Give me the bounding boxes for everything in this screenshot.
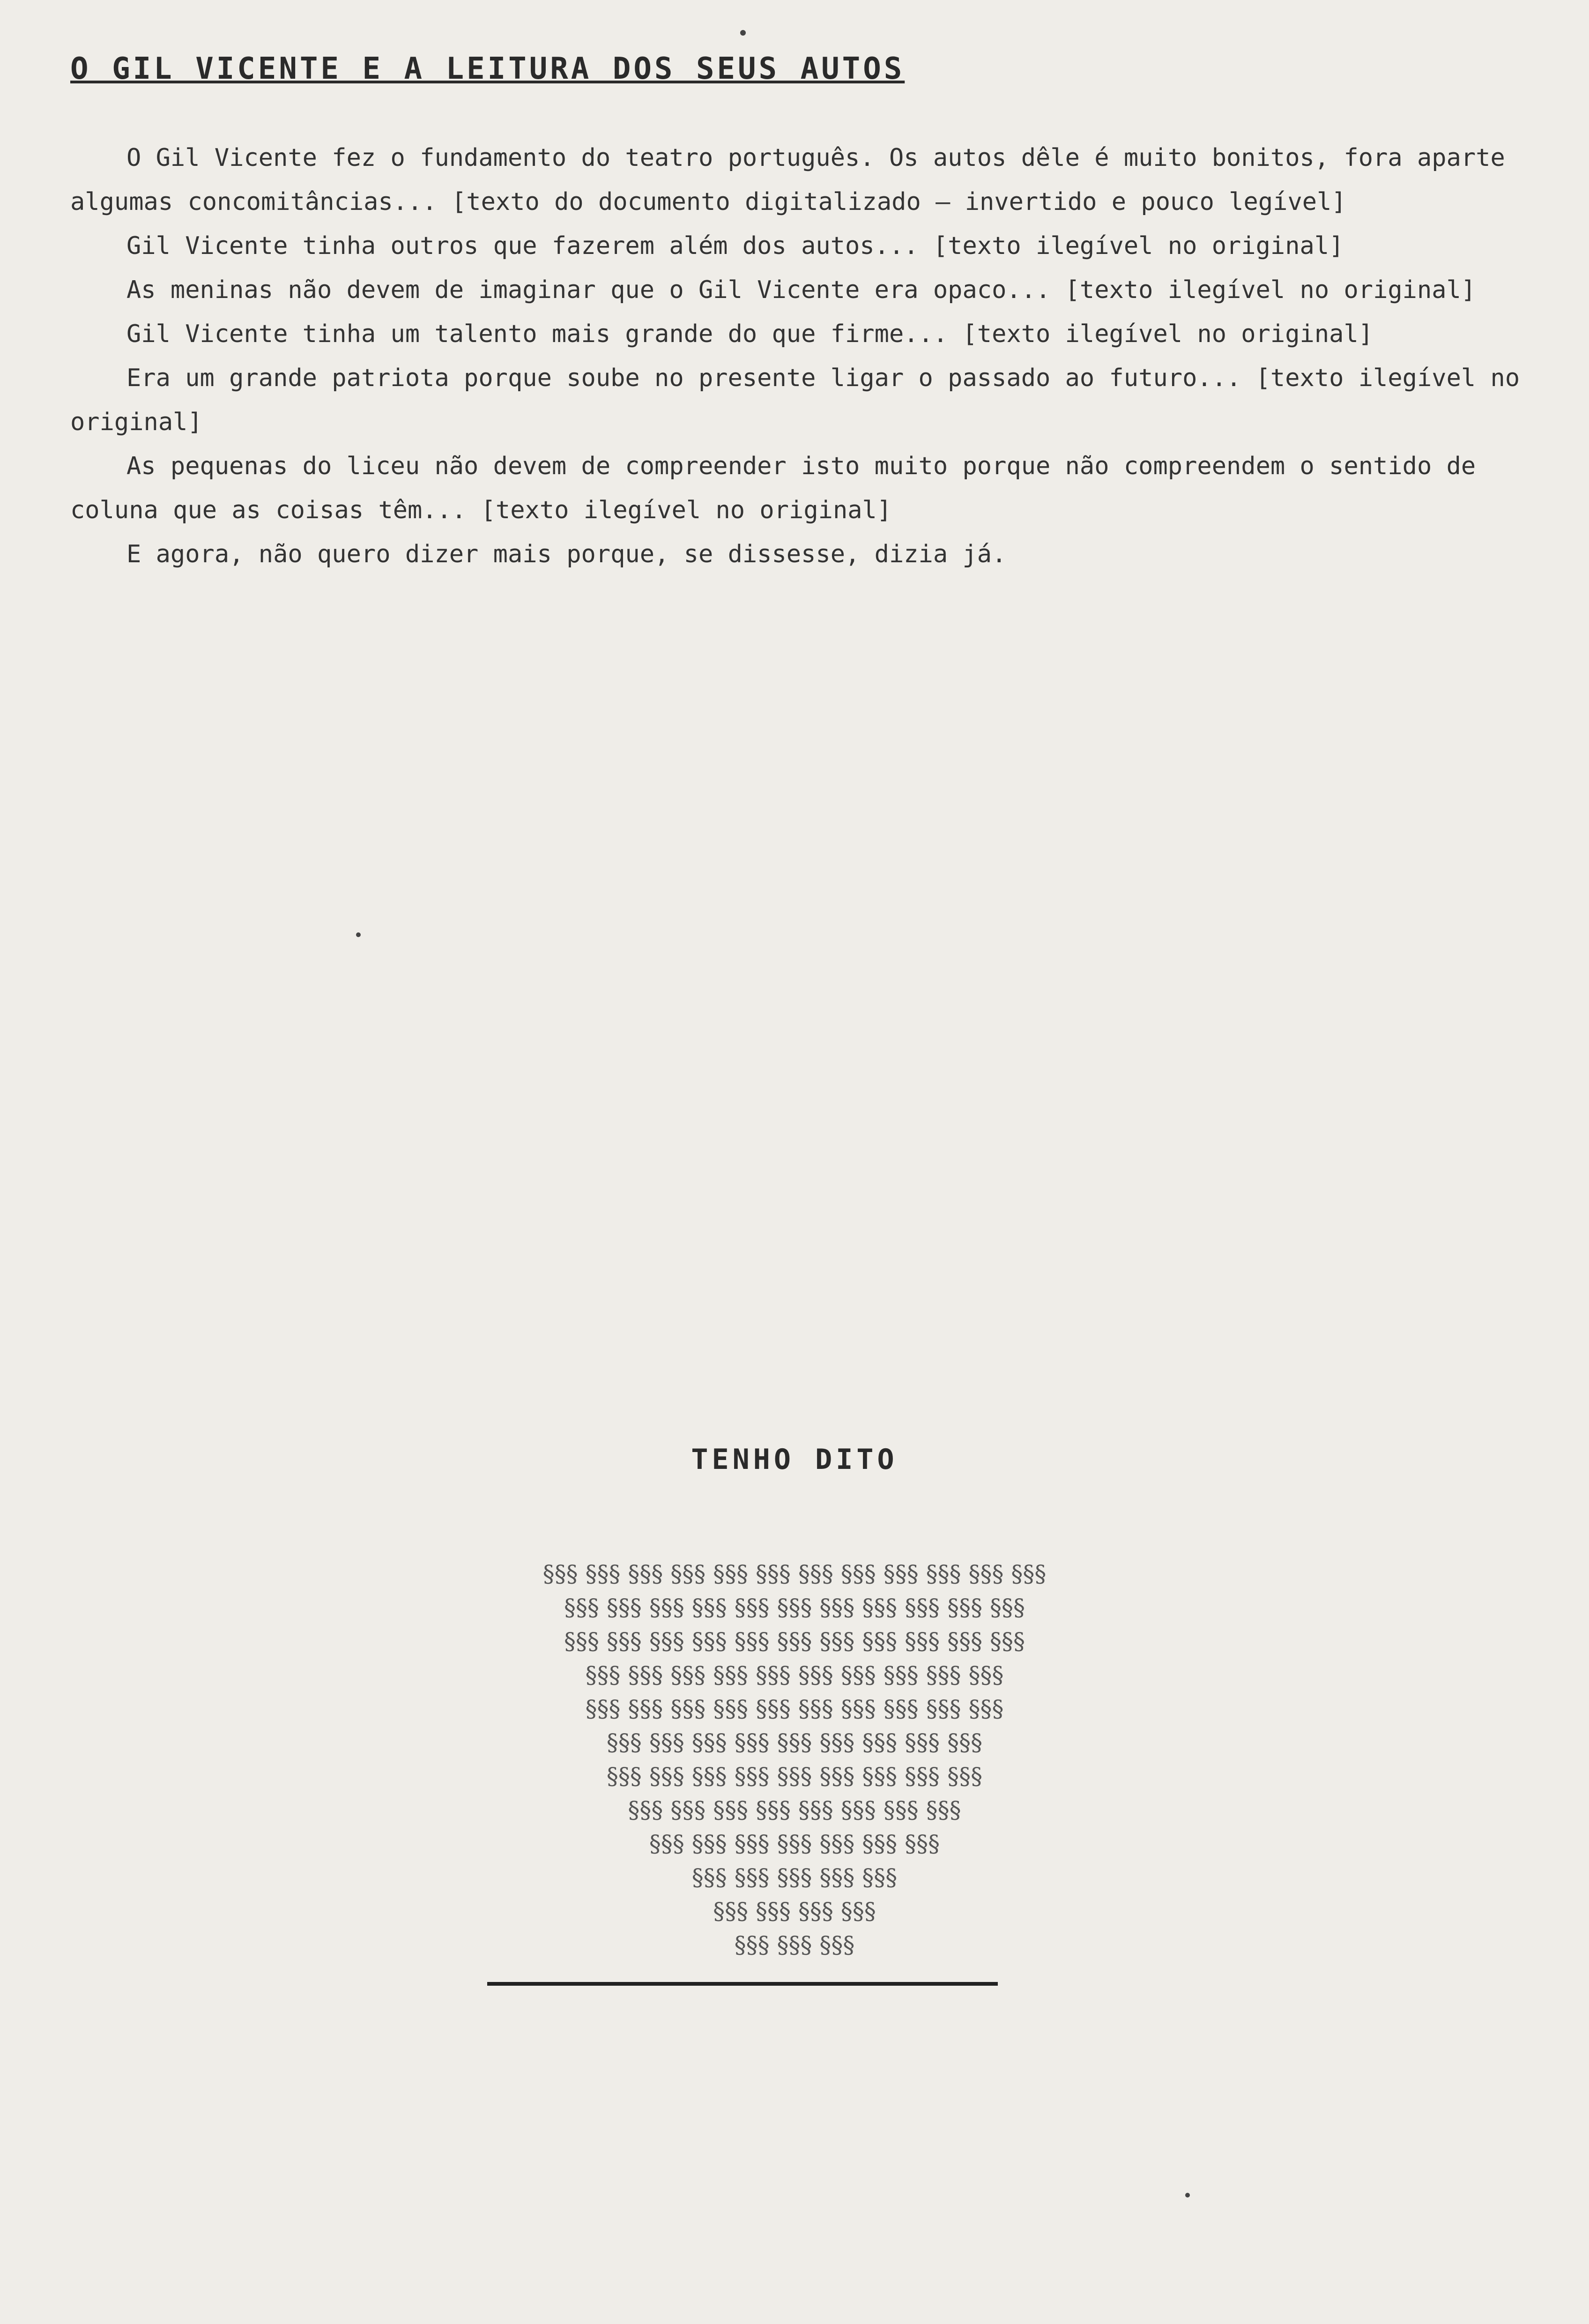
paragraph: E agora, não quero dizer mais porque, se dissesse, dizia já. [126,540,1007,568]
ornament-row: §§§ §§§ §§§ §§§ §§§ §§§ §§§ §§§ §§§ [606,1729,983,1756]
scan-dot [1185,2193,1190,2197]
scan-dot [356,932,361,937]
paragraph: Era um grande patriota porque soube no presente ligar o passado ao futuro... [texto ilegível no original] [70,364,1520,436]
ornament-row: §§§ §§§ §§§ §§§ §§§ §§§ §§§ §§§ §§§ §§§ §§§ §§§ [542,1560,1047,1587]
paragraph: Gil Vicente tinha outros que fazerem além dos autos... [texto ilegível no original] [126,232,1344,260]
decorative-ornament [513,1560,1076,1973]
paragraph: As pequenas do liceu não devem de compreender isto muito porque não compreendem o sentido de coluna que as coisas têm... [texto ilegível no original] [70,452,1476,524]
ornament-row: §§§ §§§ §§§ §§§ §§§ §§§ §§§ [649,1830,940,1857]
scan-dot [740,30,746,36]
paragraph: Gil Vicente tinha um talento mais grande do que firme... [texto ilegível no original] [126,320,1374,348]
closing-signoff: TENHO DITO [691,1443,898,1476]
ornament-row: §§§ §§§ §§§ §§§ §§§ §§§ §§§ §§§ §§§ §§§ §§§ [564,1628,1025,1655]
paragraph: As meninas não devem de imaginar que o Gil Vicente era opaco... [texto ilegível no original] [126,276,1476,304]
ornament-row: §§§ §§§ §§§ §§§ [713,1898,876,1925]
ornament-row: §§§ §§§ §§§ §§§ §§§ §§§ §§§ §§§ §§§ §§§ [585,1695,1004,1722]
document-title: O GIL VICENTE E A LEITURA DOS SEUS AUTOS [70,52,905,86]
ornament-row: §§§ §§§ §§§ [734,1931,855,1959]
horizontal-rule [487,1982,998,1986]
document-body [70,136,1522,576]
ornament-row: §§§ §§§ §§§ §§§ §§§ §§§ §§§ §§§ §§§ §§§ §§§ [564,1594,1025,1621]
paragraph: O Gil Vicente fez o fundamento do teatro português. Os autos dêle é muito bonitos, fora aparte algumas concomitâncias... [texto do documento digitalizado — invertido e pouco legível] [70,144,1505,216]
ornament-row: §§§ §§§ §§§ §§§ §§§ [691,1864,898,1891]
ornament-row: §§§ §§§ §§§ §§§ §§§ §§§ §§§ §§§ [628,1796,961,1824]
ornament-row: §§§ §§§ §§§ §§§ §§§ §§§ §§§ §§§ §§§ [606,1763,983,1790]
ornament-row: §§§ §§§ §§§ §§§ §§§ §§§ §§§ §§§ §§§ §§§ [585,1661,1004,1689]
